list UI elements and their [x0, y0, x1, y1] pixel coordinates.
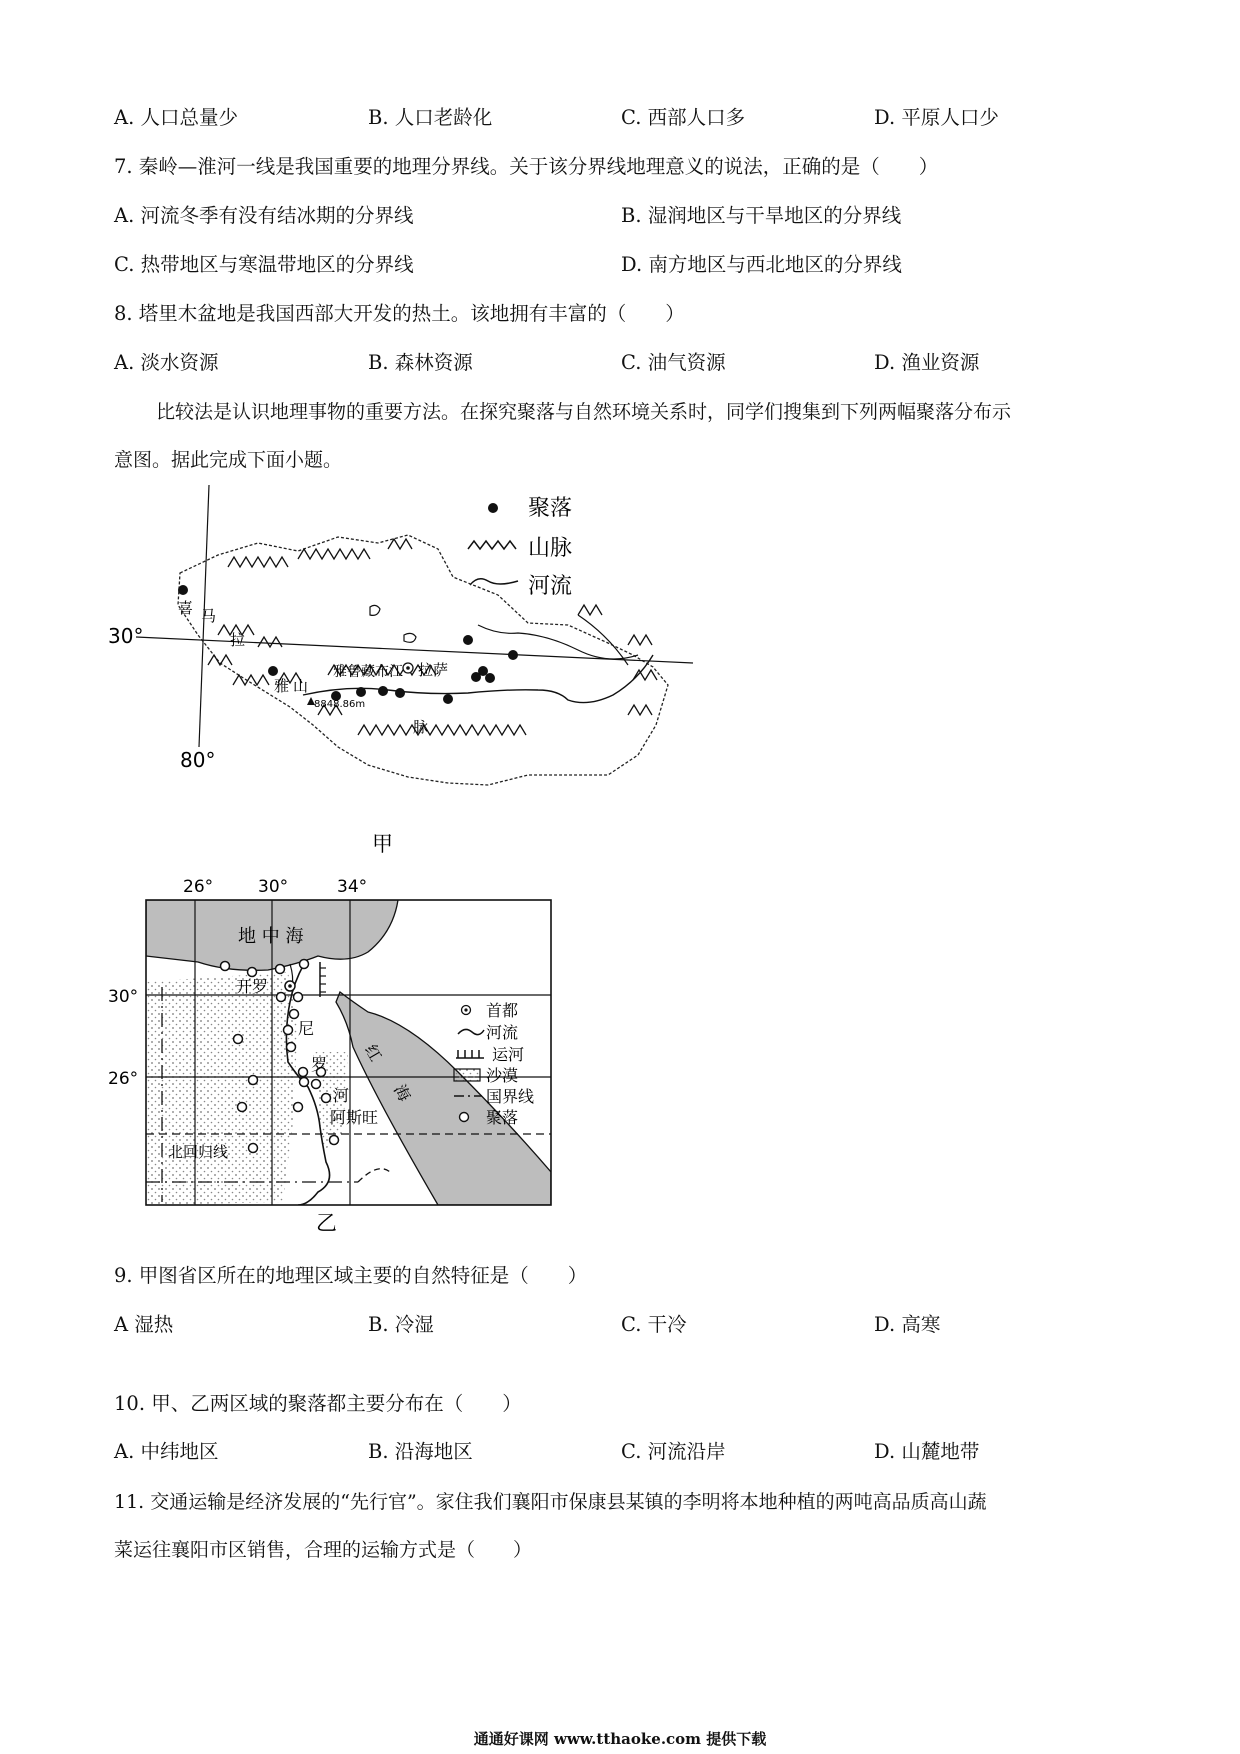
settlement-dot — [356, 687, 366, 697]
settlement-circle — [322, 1094, 331, 1103]
q10-option-a: A. 中纬地区 — [114, 1440, 219, 1463]
legend-settlement-label: 聚落 — [486, 1108, 519, 1127]
q9-option-a: A 湿热 — [114, 1313, 174, 1336]
lhasa-capital-center-icon — [406, 666, 410, 670]
lat-label-30: 30° — [108, 987, 139, 1007]
q7-options-row1 — [114, 202, 1124, 230]
label-aswan: 阿斯旺 — [330, 1108, 379, 1127]
map-jia — [108, 485, 708, 865]
q6-option-c: C. 西部人口多 — [621, 106, 746, 129]
settlement-circle — [300, 1078, 309, 1087]
legend-river-symbol — [458, 1029, 484, 1034]
q9-option-c: C. 干冷 — [621, 1313, 687, 1336]
settlement-circle — [299, 1068, 308, 1077]
lat-label-26: 26° — [108, 1069, 139, 1089]
settlement-circle — [221, 962, 230, 971]
q8-option-d: D. 渔业资源 — [874, 351, 980, 374]
settlement-circle — [248, 968, 257, 977]
label-nile-luo: 罗 — [311, 1055, 328, 1074]
label-mediterranean: 地 中 海 — [238, 926, 304, 947]
legend-river-label: 河流 — [486, 1023, 519, 1042]
legend-settlement-label: 聚落 — [528, 496, 573, 521]
q6-option-a: A. 人口总量少 — [114, 106, 238, 129]
settlement-dot — [395, 688, 405, 698]
label-shan: 山 — [293, 677, 309, 695]
q10-option-d: D. 山麓地带 — [874, 1440, 980, 1463]
settlement-dot — [485, 673, 495, 683]
settlement-circle — [234, 1035, 243, 1044]
settlement-dot — [463, 635, 473, 645]
q11-line-1: 11. 交通运输是经济发展的“先行官”。家住我们襄阳市保康县某镇的李明将本地种植的两吨高品质高山蔬 — [114, 1491, 987, 1513]
q6-options — [114, 104, 1124, 132]
lake — [404, 633, 416, 642]
latitude-label-30: 30° — [108, 624, 144, 648]
settlement-circle — [249, 1144, 258, 1153]
lake — [370, 605, 380, 615]
q8-stem: 8. 塔里木盆地是我国西部大开发的热土。该地拥有丰富的（ ） — [114, 302, 685, 325]
label-xi: 喜 — [178, 599, 194, 617]
lon-label-34: 34° — [337, 877, 368, 897]
settlement-circle — [300, 960, 309, 969]
legend-desert-symbol — [454, 1069, 480, 1081]
label-nile-he: 河 — [333, 1086, 350, 1105]
q6-option-b: B. 人口老龄化 — [368, 106, 493, 129]
legend-settlement-dot — [488, 503, 498, 513]
q7-option-d: D. 南方地区与西北地区的分界线 — [621, 253, 902, 276]
q10-options — [114, 1438, 1124, 1466]
settlements — [178, 585, 518, 704]
settlement-circle — [287, 1043, 296, 1052]
settlement-circle — [294, 1103, 303, 1112]
intro-paragraph — [114, 398, 1124, 474]
lon-label-30: 30° — [258, 877, 289, 897]
q7-option-a: A. 河流冬季有没有结冰期的分界线 — [114, 204, 414, 227]
longitude-label-80: 80° — [180, 748, 216, 772]
q9-options — [114, 1311, 1124, 1339]
map-yi-caption: 乙 — [316, 1211, 337, 1232]
settlement-circle — [276, 965, 285, 974]
q9-option-d: D. 高寒 — [874, 1313, 941, 1336]
label-red: 红 — [361, 1041, 386, 1065]
settlement-circle — [277, 993, 286, 1002]
legend-canal-label: 运河 — [492, 1045, 525, 1064]
label-cairo: 开罗 — [236, 977, 269, 996]
map-jia-caption: 甲 — [372, 832, 393, 856]
legend-settlement-icon — [460, 1113, 469, 1122]
q10-option-b: B. 沿海地区 — [368, 1440, 473, 1463]
q7-stem: 7. 秦岭—淮河一线是我国重要的地理分界线。关于该分界线地理意义的说法，正确的是（ ） — [114, 155, 939, 178]
lon-label-26: 26° — [183, 877, 214, 897]
q7-option-c: C. 热带地区与寒温带地区的分界线 — [114, 253, 414, 276]
region-boundary — [178, 535, 668, 785]
intro-line-1: 比较法是认识地理事物的重要方法。在探究聚落与自然环境关系时，同学们搜集到下列两幅聚落分布示 — [156, 401, 1012, 423]
q11-line-2: 菜运往襄阳市区销售，合理的运输方式是（ ） — [114, 1539, 533, 1561]
settlement-circle — [238, 1103, 247, 1112]
settlement-circle — [294, 993, 303, 1002]
label-nile-ni: 尼 — [298, 1019, 315, 1038]
desert-area — [146, 972, 298, 1205]
settlement-circle — [290, 1010, 299, 1019]
q10-stem: 10. 甲、乙两区域的聚落都主要分布在（ ） — [114, 1392, 522, 1415]
settlement-dot — [178, 585, 188, 595]
label-ya: 雅 — [274, 677, 290, 695]
legend-desert-label: 沙漠 — [486, 1066, 519, 1085]
settlement-dot — [443, 694, 453, 704]
q8-option-c: C. 油气资源 — [621, 351, 726, 374]
legend-capital-center-icon — [464, 1008, 467, 1011]
settlement-circle — [312, 1080, 321, 1089]
label-yarlung: 雅鲁藏布江 — [333, 664, 403, 680]
legend-canal-symbol — [456, 1050, 484, 1058]
settlement-circle — [284, 1026, 293, 1035]
q9-stem: 9. 甲图省区所在的地理区域主要的自然特征是（ ） — [114, 1264, 588, 1287]
label-tropic: 北回归线 — [168, 1143, 229, 1161]
label-lhasa: 拉萨 — [418, 661, 449, 679]
q8-options — [114, 349, 1124, 377]
q10-option-c: C. 河流沿岸 — [621, 1440, 726, 1463]
canal-ticks — [320, 968, 326, 992]
settlement-circle — [330, 1136, 339, 1145]
label-mai: 脉 — [413, 718, 429, 736]
settlement-dot — [378, 686, 388, 696]
q6-option-d: D. 平原人口少 — [874, 106, 999, 129]
mountain-ranges — [208, 539, 657, 735]
legend-mountain-label: 山脉 — [528, 536, 573, 561]
label-sea: 海 — [390, 1081, 415, 1105]
intro-line-2: 意图。据此完成下面小题。 — [114, 449, 343, 471]
legend-river-symbol — [470, 579, 518, 585]
border-southeast — [358, 1169, 390, 1182]
footer-source: 通通好课网 www.tthaoke.com 提供下载 — [473, 1730, 767, 1748]
legend-capital-label: 首都 — [486, 1001, 519, 1020]
q8-option-a: A. 淡水资源 — [114, 351, 219, 374]
q7-option-b: B. 湿润地区与干旱地区的分界线 — [621, 204, 902, 227]
legend-mountain-symbol — [468, 541, 516, 549]
legend-river-label: 河流 — [528, 574, 573, 599]
settlement-dot — [268, 666, 278, 676]
settlement-circle — [249, 1076, 258, 1085]
settlement-dot — [471, 672, 481, 682]
settlement-dot — [508, 650, 518, 660]
label-everest-height: 8848.86m — [314, 699, 366, 710]
q9-option-b: B. 冷湿 — [368, 1313, 434, 1336]
q7-options-row2 — [114, 251, 1124, 279]
legend-border-label: 国界线 — [486, 1087, 535, 1106]
cairo-capital-center-icon — [288, 984, 292, 988]
label-la: 拉 — [230, 631, 246, 649]
q8-option-b: B. 森林资源 — [368, 351, 473, 374]
label-ma: 马 — [201, 607, 217, 625]
map-yi — [108, 872, 628, 1232]
